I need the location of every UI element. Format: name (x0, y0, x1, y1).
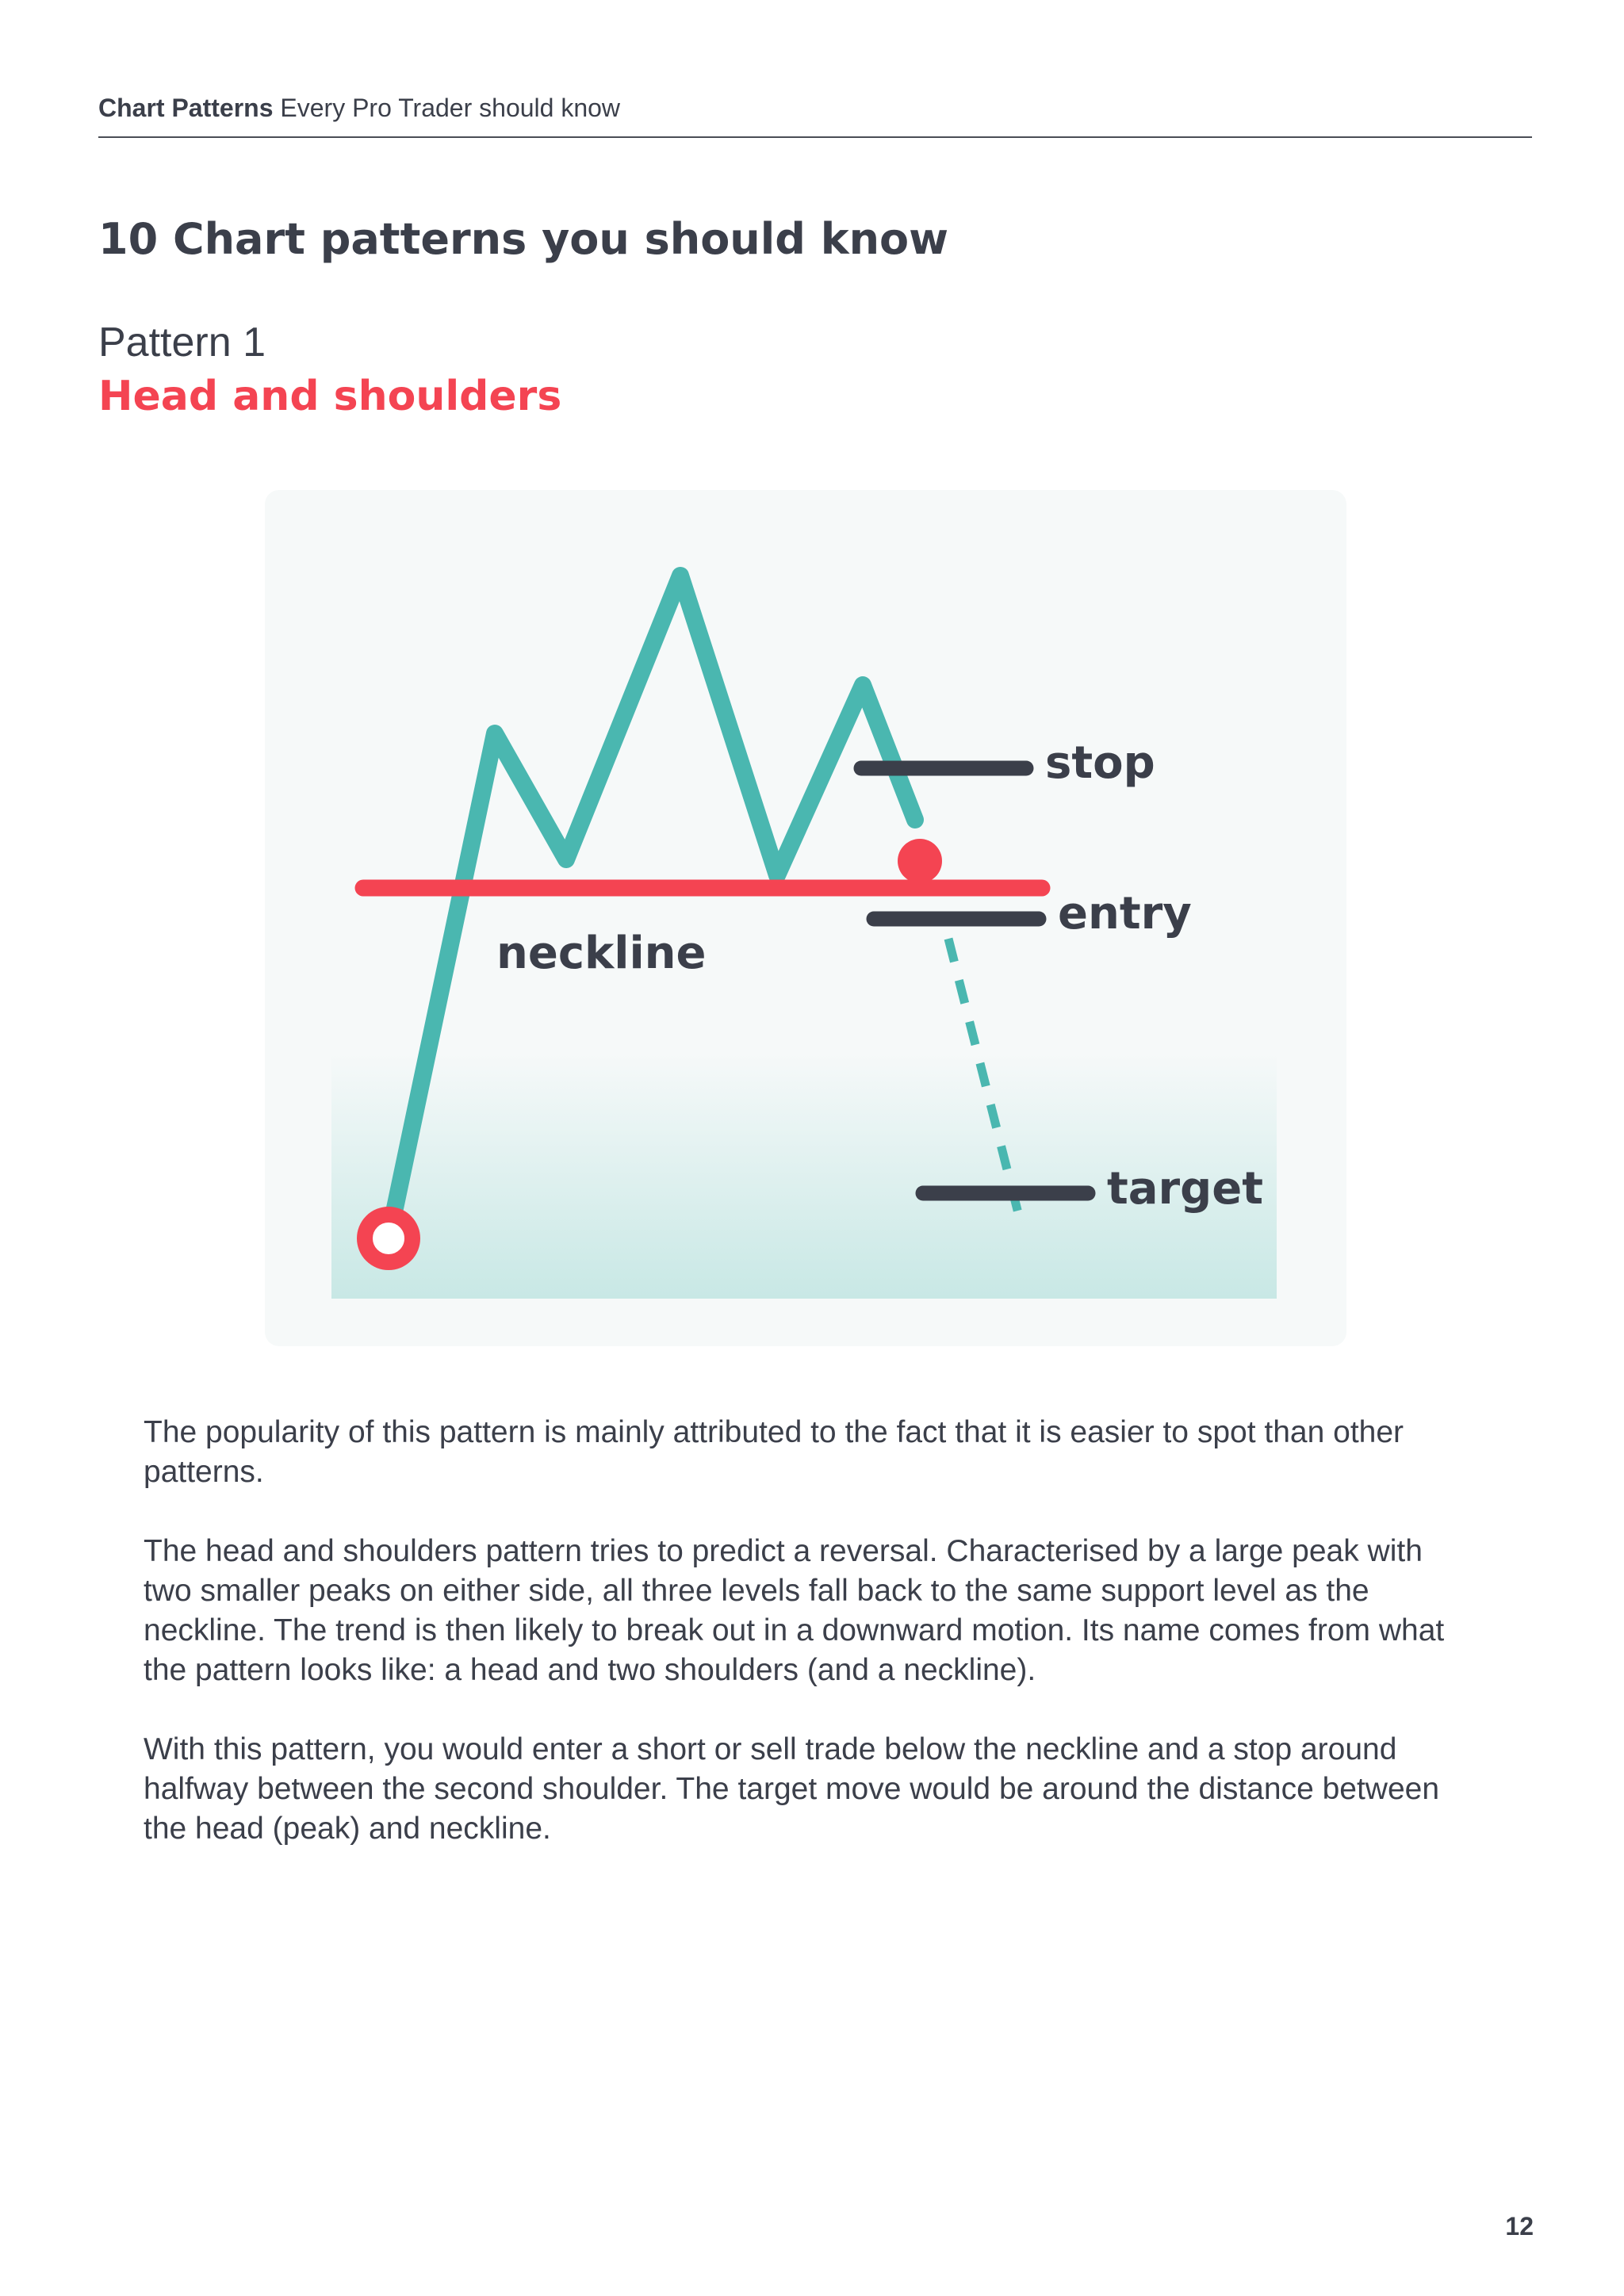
header-tagline: Every Pro Trader should know (280, 94, 621, 122)
target-label: target (1107, 1163, 1264, 1215)
paragraph: With this pattern, you would enter a short or sell trade below the neckline and a stop around halfway between the second shoulder. The target move would be around the distance between the head (peak) and neckline. (144, 1732, 1440, 1846)
entry-point-marker (898, 839, 942, 883)
pattern-name: Head and shoulders (98, 373, 562, 420)
page-number: 12 (1505, 2212, 1534, 2241)
paragraph: The head and shoulders pattern tries to predict a reversal. Characterised by a large peak with two smaller peaks on either side, all three levels fall back to the same support level as the neckline. The trend is then likely to break out in a downward motion. Its name comes from what the pattern looks like: a head and two shoulders (and a neckline). (144, 1534, 1445, 1687)
entry-label: entry (1058, 888, 1192, 939)
pattern-number: Pattern 1 (98, 320, 266, 365)
body-text (144, 1413, 1476, 1888)
page-title: 10 Chart patterns you should know (98, 214, 949, 264)
header-divider (98, 136, 1532, 138)
neckline-label: neckline (496, 928, 707, 979)
head-and-shoulders-diagram (265, 490, 1346, 1346)
stop-label: stop (1045, 737, 1155, 789)
running-header (98, 94, 620, 123)
paragraph: The popularity of this pattern is mainly attributed to the fact that it is easier to spot than other patterns. (144, 1415, 1404, 1489)
header-brand: Chart Patterns (98, 94, 274, 122)
start-point-marker (365, 1215, 412, 1262)
